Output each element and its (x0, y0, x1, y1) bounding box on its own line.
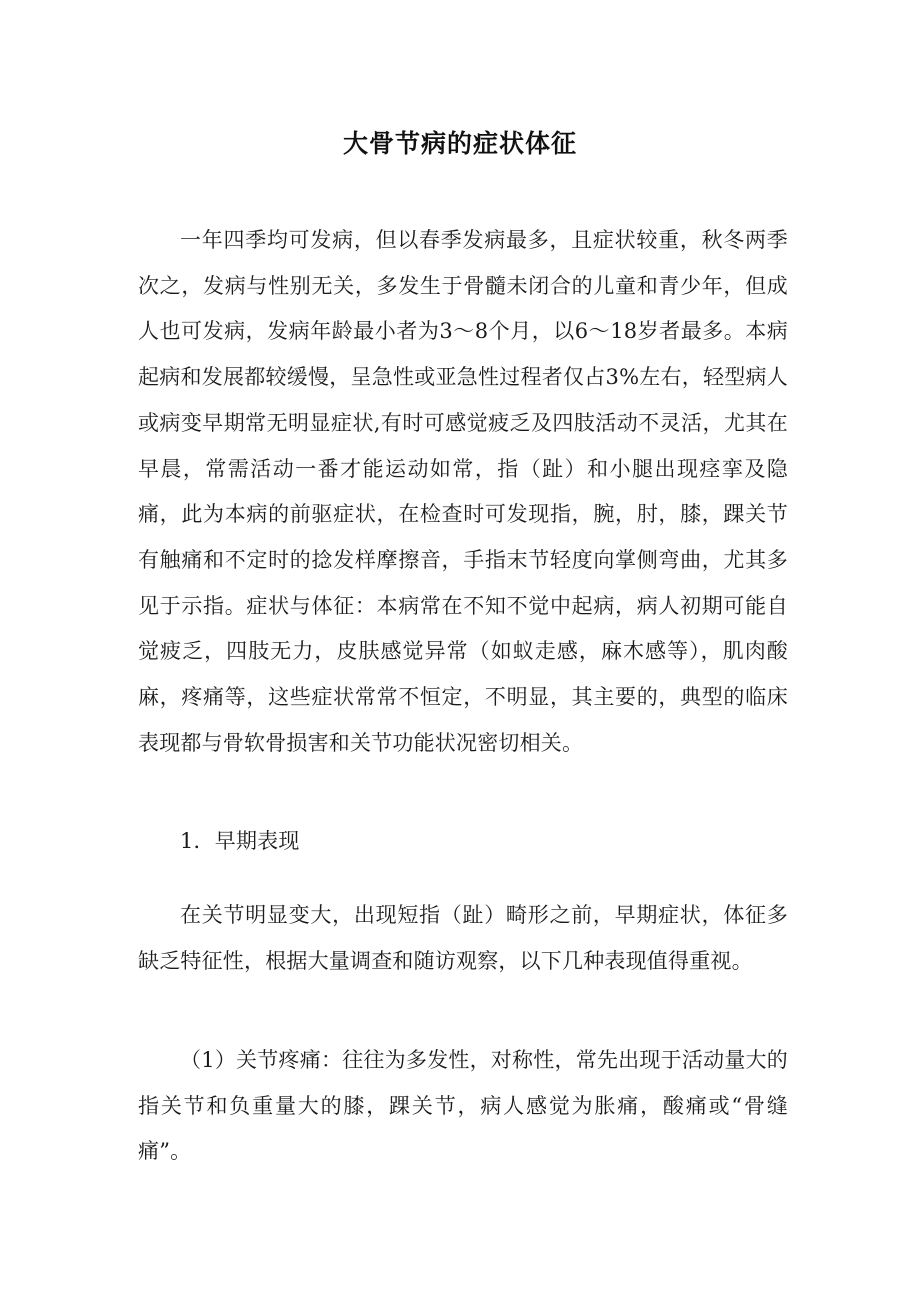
intro-paragraph-block (138, 218, 788, 766)
document-title: 大骨节病的症状体征 (342, 129, 577, 158)
item-1-block (138, 1038, 788, 1175)
intro-paragraph: 一年四季均可发病，但以春季发病最多，且症状较重，秋冬两季次之，发病与性别无关，多发生于骨髓未闭合的儿童和青少年，但成人也可发病，发病年龄最小者为3～8个月，以6～18岁者最多。本病起病和发展都较缓慢，呈急性或亚急性过程者仅占3%左右，轻型病人或病变早期常无明显症状,有时可感觉疲乏及四肢活动不灵活，尤其在早晨，常需活动一番才能运动如常，指（趾）和小腿出现痉挛及隐痛，此为本病的前驱症状，在检查时可发现指，腕，肘，膝，踝关节有触痛和不定时的捻发样摩擦音，手指末节轻度向掌侧弯曲，尤其多见于示指。症状与体征：本病常在不知不觉中起病，病人初期可能自觉疲乏，四肢无力，皮肤感觉异常（如蚁走感，麻木感等），肌肉酸麻，疼痛等，这些症状常常不恒定，不明显，其主要的，典型的临床表现都与骨软骨损害和关节功能状况密切相关。 (138, 228, 788, 755)
item-1-paragraph: （1）关节疼痛：往往为多发性，对称性，常先出现于活动量大的指关节和负重量大的膝，踝关节，病人感觉为胀痛，酸痛或“骨缝痛”。 (138, 1048, 788, 1164)
section-heading: 1．早期表现 (180, 829, 300, 853)
early-signs-paragraph: 在关节明显变大，出现短指（趾）畸形之前，早期症状，体征多缺乏特征性，根据大量调查和随访观察，以下几种表现值得重视。 (138, 903, 788, 973)
section-heading-block (138, 819, 788, 865)
early-signs-block (138, 893, 788, 984)
